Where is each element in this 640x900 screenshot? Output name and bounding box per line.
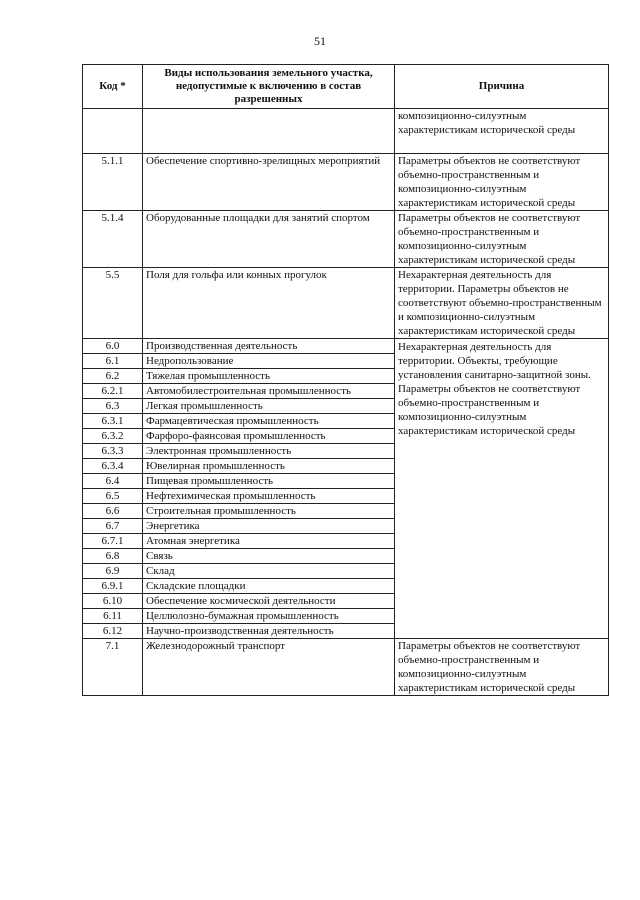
group-row-code: 6.3.3 <box>83 444 143 459</box>
row-code: 5.1.1 <box>83 154 143 211</box>
continuation-reason-cell: композиционно-силуэтным характеристикам исторической среды <box>395 109 609 154</box>
group-row-use: Обеспечение космической деятельности <box>143 594 395 609</box>
group-row-use: Связь <box>143 549 395 564</box>
group-row-use: Склад <box>143 564 395 579</box>
group-row-code: 6.3 <box>83 399 143 414</box>
group-row-code: 6.1 <box>83 354 143 369</box>
group-row-code: 6.2.1 <box>83 384 143 399</box>
group-row-use: Фармацевтическая промышленность <box>143 414 395 429</box>
group-row-use: Энергетика <box>143 519 395 534</box>
group-row-code: 6.2 <box>83 369 143 384</box>
group-row-code: 6.4 <box>83 474 143 489</box>
group-row-code: 6.9 <box>83 564 143 579</box>
group-row-use: Атомная энергетика <box>143 534 395 549</box>
row-reason: Параметры объектов не соответствуют объемно-пространственным и композиционно-силуэтным характеристикам исторической среды <box>395 154 609 211</box>
group-row-code: 6.3.1 <box>83 414 143 429</box>
group-row-code: 6.11 <box>83 609 143 624</box>
header-use: Виды использования земельного участка, недопустимые к включению в состав разрешенных <box>143 65 395 109</box>
group-row-use: Ювелирная промышленность <box>143 459 395 474</box>
group-row-use: Электронная промышленность <box>143 444 395 459</box>
row-code: 5.5 <box>83 268 143 339</box>
group-row-use: Строительная промышленность <box>143 504 395 519</box>
row-reason: Параметры объектов не соответствуют объемно-пространственным и композиционно-силуэтным характеристикам исторической среды <box>395 639 609 696</box>
group-row-code: 6.3.4 <box>83 459 143 474</box>
group-row-use: Тяжелая промышленность <box>143 369 395 384</box>
group-reason-cell: Нехарактерная деятельность для территории. Объекты, требующие установления санитарно-защитной зоны. Параметры объектов не соответствуют объемно-пространственным и композиционно-силуэтным характеристикам исторической среды <box>395 339 609 639</box>
group-row-code: 6.12 <box>83 624 143 639</box>
header-code: Код * <box>83 65 143 109</box>
group-row-use: Пищевая промышленность <box>143 474 395 489</box>
group-row-use: Автомобилестроительная промышленность <box>143 384 395 399</box>
group-row-code: 6.6 <box>83 504 143 519</box>
header-reason: Причина <box>395 65 609 109</box>
row-use: Поля для гольфа или конных прогулок <box>143 268 395 339</box>
table-row-continuation <box>83 109 609 154</box>
group-row-use: Фарфоро-фаянсовая промышленность <box>143 429 395 444</box>
row-reason: Параметры объектов не соответствуют объемно-пространственным и композиционно-силуэтным характеристикам исторической среды <box>395 211 609 268</box>
group-row-code: 6.0 <box>83 339 143 354</box>
group-row-use: Научно-производственная деятельность <box>143 624 395 639</box>
continuation-code-cell <box>83 109 143 154</box>
page-number: 51 <box>314 34 326 48</box>
group-row-code: 6.8 <box>83 549 143 564</box>
table-row <box>83 268 609 339</box>
group-row-code: 6.7.1 <box>83 534 143 549</box>
row-reason: Нехарактерная деятельность для территории. Параметры объектов не соответствуют объемно-пространственным и композиционно-силуэтным характеристикам исторической среды <box>395 268 609 339</box>
table-row <box>83 211 609 268</box>
table-header-row <box>83 65 609 109</box>
row-code: 5.1.4 <box>83 211 143 268</box>
table-header <box>83 65 609 109</box>
restricted-uses-table <box>82 64 609 696</box>
group-row-use: Нефтехимическая промышленность <box>143 489 395 504</box>
group-row <box>83 339 609 354</box>
group-row-use: Складские площадки <box>143 579 395 594</box>
row-code: 7.1 <box>83 639 143 696</box>
group-row-use: Легкая промышленность <box>143 399 395 414</box>
table-row <box>83 639 609 696</box>
row-use: Оборудованные площадки для занятий спортом <box>143 211 395 268</box>
row-use: Обеспечение спортивно-зрелищных мероприятий <box>143 154 395 211</box>
group-row-code: 6.7 <box>83 519 143 534</box>
row-use: Железнодорожный транспорт <box>143 639 395 696</box>
group-row-code: 6.9.1 <box>83 579 143 594</box>
group-row-code: 6.10 <box>83 594 143 609</box>
group-row-use: Целлюлозно-бумажная промышленность <box>143 609 395 624</box>
group-row-use: Недропользование <box>143 354 395 369</box>
table-body <box>83 109 609 696</box>
group-row-code: 6.3.2 <box>83 429 143 444</box>
table-row <box>83 154 609 211</box>
group-row-code: 6.5 <box>83 489 143 504</box>
continuation-use-cell <box>143 109 395 154</box>
group-row-use: Производственная деятельность <box>143 339 395 354</box>
